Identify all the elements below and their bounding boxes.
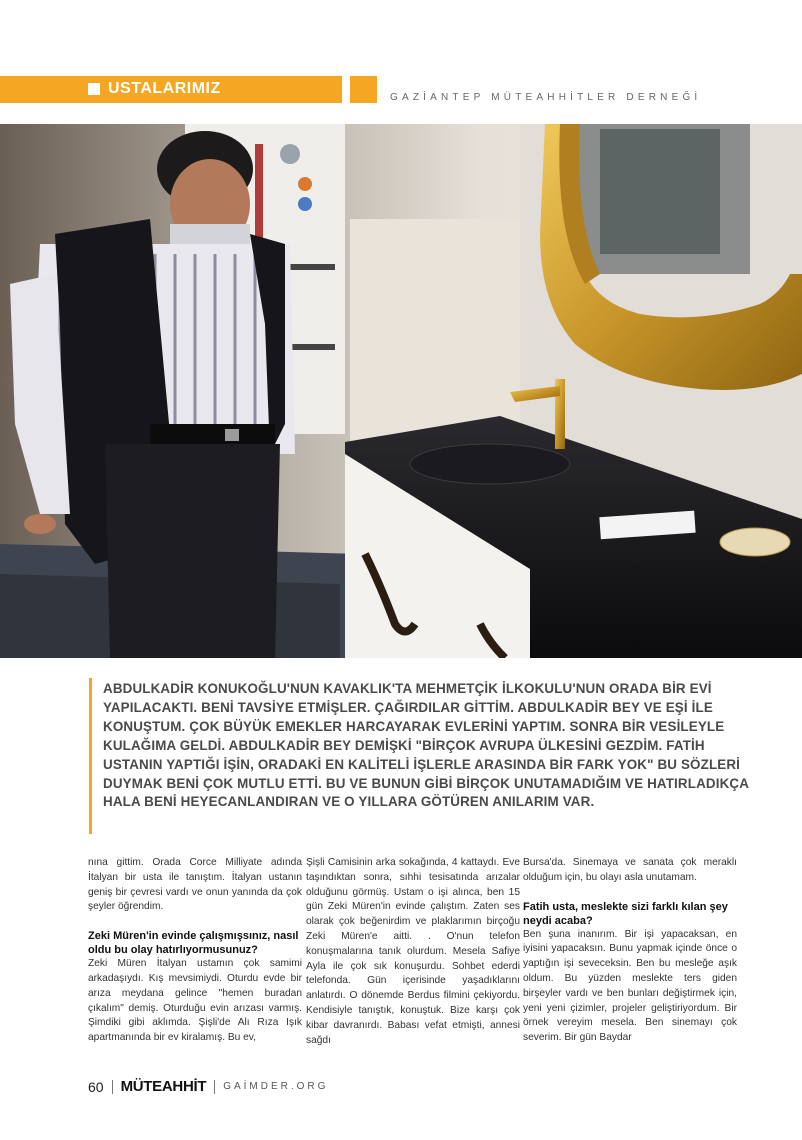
section-marker-square bbox=[88, 83, 100, 95]
pull-quote bbox=[103, 680, 763, 812]
quote-line: KULAĞIMA GELDİ. ABDULKADİR BEY DEMİŞKİ "BİRÇOK AVRUPA ÜLKESİNİ GEZDİM. FATİH bbox=[103, 737, 705, 753]
paragraph: Ben şuna inanırım. Bir işi yapacaksan, en iyisini yapacaksın. Bunu yapmak içinde önce o yaptığın işi seveceksin. Ben bu mesleğe aşık oldum. Bu yüzden meslekte ters giden birşeyler vardı ve ben bunları değiştirmek için, yeni yeni çizimler, projeler geliştiriyordum. Bir örnek vereyim mesela. Ben sinemayı çok severim. Bir gün Baydar bbox=[523, 928, 737, 1044]
quote-line: USTANIN YAPTIĞI İŞİN, ORADAKİ EN KALİTELİ İŞLERLE ARASINDA BİR FARK YOK" BU SÖZLERİ bbox=[103, 756, 741, 772]
organization-name: GAZİANTEP MÜTEAHHİTLER DERNEĞİ bbox=[390, 92, 702, 103]
website-link[interactable]: GAİMDER.ORG bbox=[223, 1081, 329, 1092]
interview-question: Zeki Müren'in evinde çalışmışsınız, nasıl oldu bu olay hatırlıyormusunuz? bbox=[88, 930, 299, 957]
section-title: USTALARIMIZ bbox=[108, 80, 221, 97]
paragraph: Şişli Camisinin arka sokağında, 4 kattaydı. Eve taşındıktan sonra, sıhhi tesisatında arızalar olduğunu görmüş. Ustam o işi alınca, ben 15 gün Zeki Müren'in evinde çalıştım. Zaten ses olarak çok beğenirdim ve plaklarımın birçoğu Zeki Müren'e aitti. . O'nun telefon konuşmalarına tanık olurdum. Mesela Safiye Ayla ile çok sık konuşurdu. Sohbet ederdi telefonda. Gün içerisinde yaşadıklarını anlatırdı. O dönemde Berdus filmini çekiyordu. Kendisiyle tanıştık, konuştuk. Bize karşı çok kibar davranırdı. Babası vefat etmişti, annesi sağdı bbox=[306, 857, 520, 1046]
quote-line: ABDULKADİR KONUKOĞLU'NUN KAVAKLIK'TA MEHMETÇİK İLKOKULU'NUN ORADA BİR EVİ bbox=[103, 681, 712, 696]
paragraph: nına gittim. Orada Corce Milliyate adında İtalyan bir usta ile tanıştım. İtalyan ustanın geniş bir çevresi vardı ve onun yanında da çok şeyler öğrendim. bbox=[88, 857, 302, 913]
article-column-1 bbox=[88, 856, 302, 1046]
quote-line: KONUŞTUM. ÇOK BÜYÜK EMEKLER HARCAYARAK EVLERİNİ YAPTIM. SONRA BİR VESİLEYLE bbox=[103, 718, 725, 734]
footer-divider bbox=[214, 1080, 215, 1094]
quote-line: DUYMAK BENİ ÇOK MUTLU ETTİ. BU VE BUNUN GİBİ BİRÇOK UNUTAMADIĞIM VE HATIRLADIKÇA bbox=[103, 775, 750, 791]
page-footer bbox=[88, 1078, 328, 1095]
quote-accent-rule bbox=[89, 678, 92, 834]
feature-photo bbox=[0, 124, 802, 658]
quote-line: YAPILACAKTI. BENİ TAVSİYE ETMİŞLER. ÇAĞIRDILAR GİTTİM. ABDULKADİR BEY VE EŞİ İLE bbox=[103, 699, 713, 715]
article-column-2 bbox=[306, 856, 520, 1048]
showroom-photo-illustration bbox=[0, 124, 802, 658]
paragraph: Zeki Müren İtalyan ustamın çok samimi arkadaşıydı. Kış mevsimiydi. Oturdu evde bir arıza meydana gelince "hemen buradan çıkalım" demiş. Oturduğu evin arızası varmış. Şimdiki gibi aklımda. Şişli'de Alı Rıza Işık apartmanında bir ev kiralamış. Bu ev, bbox=[88, 958, 302, 1044]
header-accent-block bbox=[350, 76, 377, 103]
page-number: 60 bbox=[88, 1078, 104, 1095]
magazine-logo: MÜTEAHHİT bbox=[120, 1078, 207, 1095]
footer-divider bbox=[112, 1080, 113, 1094]
paragraph: Bursa'da. Sinemaya ve sanata çok meraklı olduğum için, bu olayı asla unutamam. bbox=[523, 857, 737, 883]
interview-question: Fatih usta, meslekte sizi farklı kılan şey neydi acaba? bbox=[523, 900, 728, 927]
article-column-3 bbox=[523, 856, 737, 1046]
quote-line: HALA BENİ HEYECANLANDIRAN VE O YILLARA GÖTÜREN ANILARIM VAR. bbox=[103, 794, 595, 810]
